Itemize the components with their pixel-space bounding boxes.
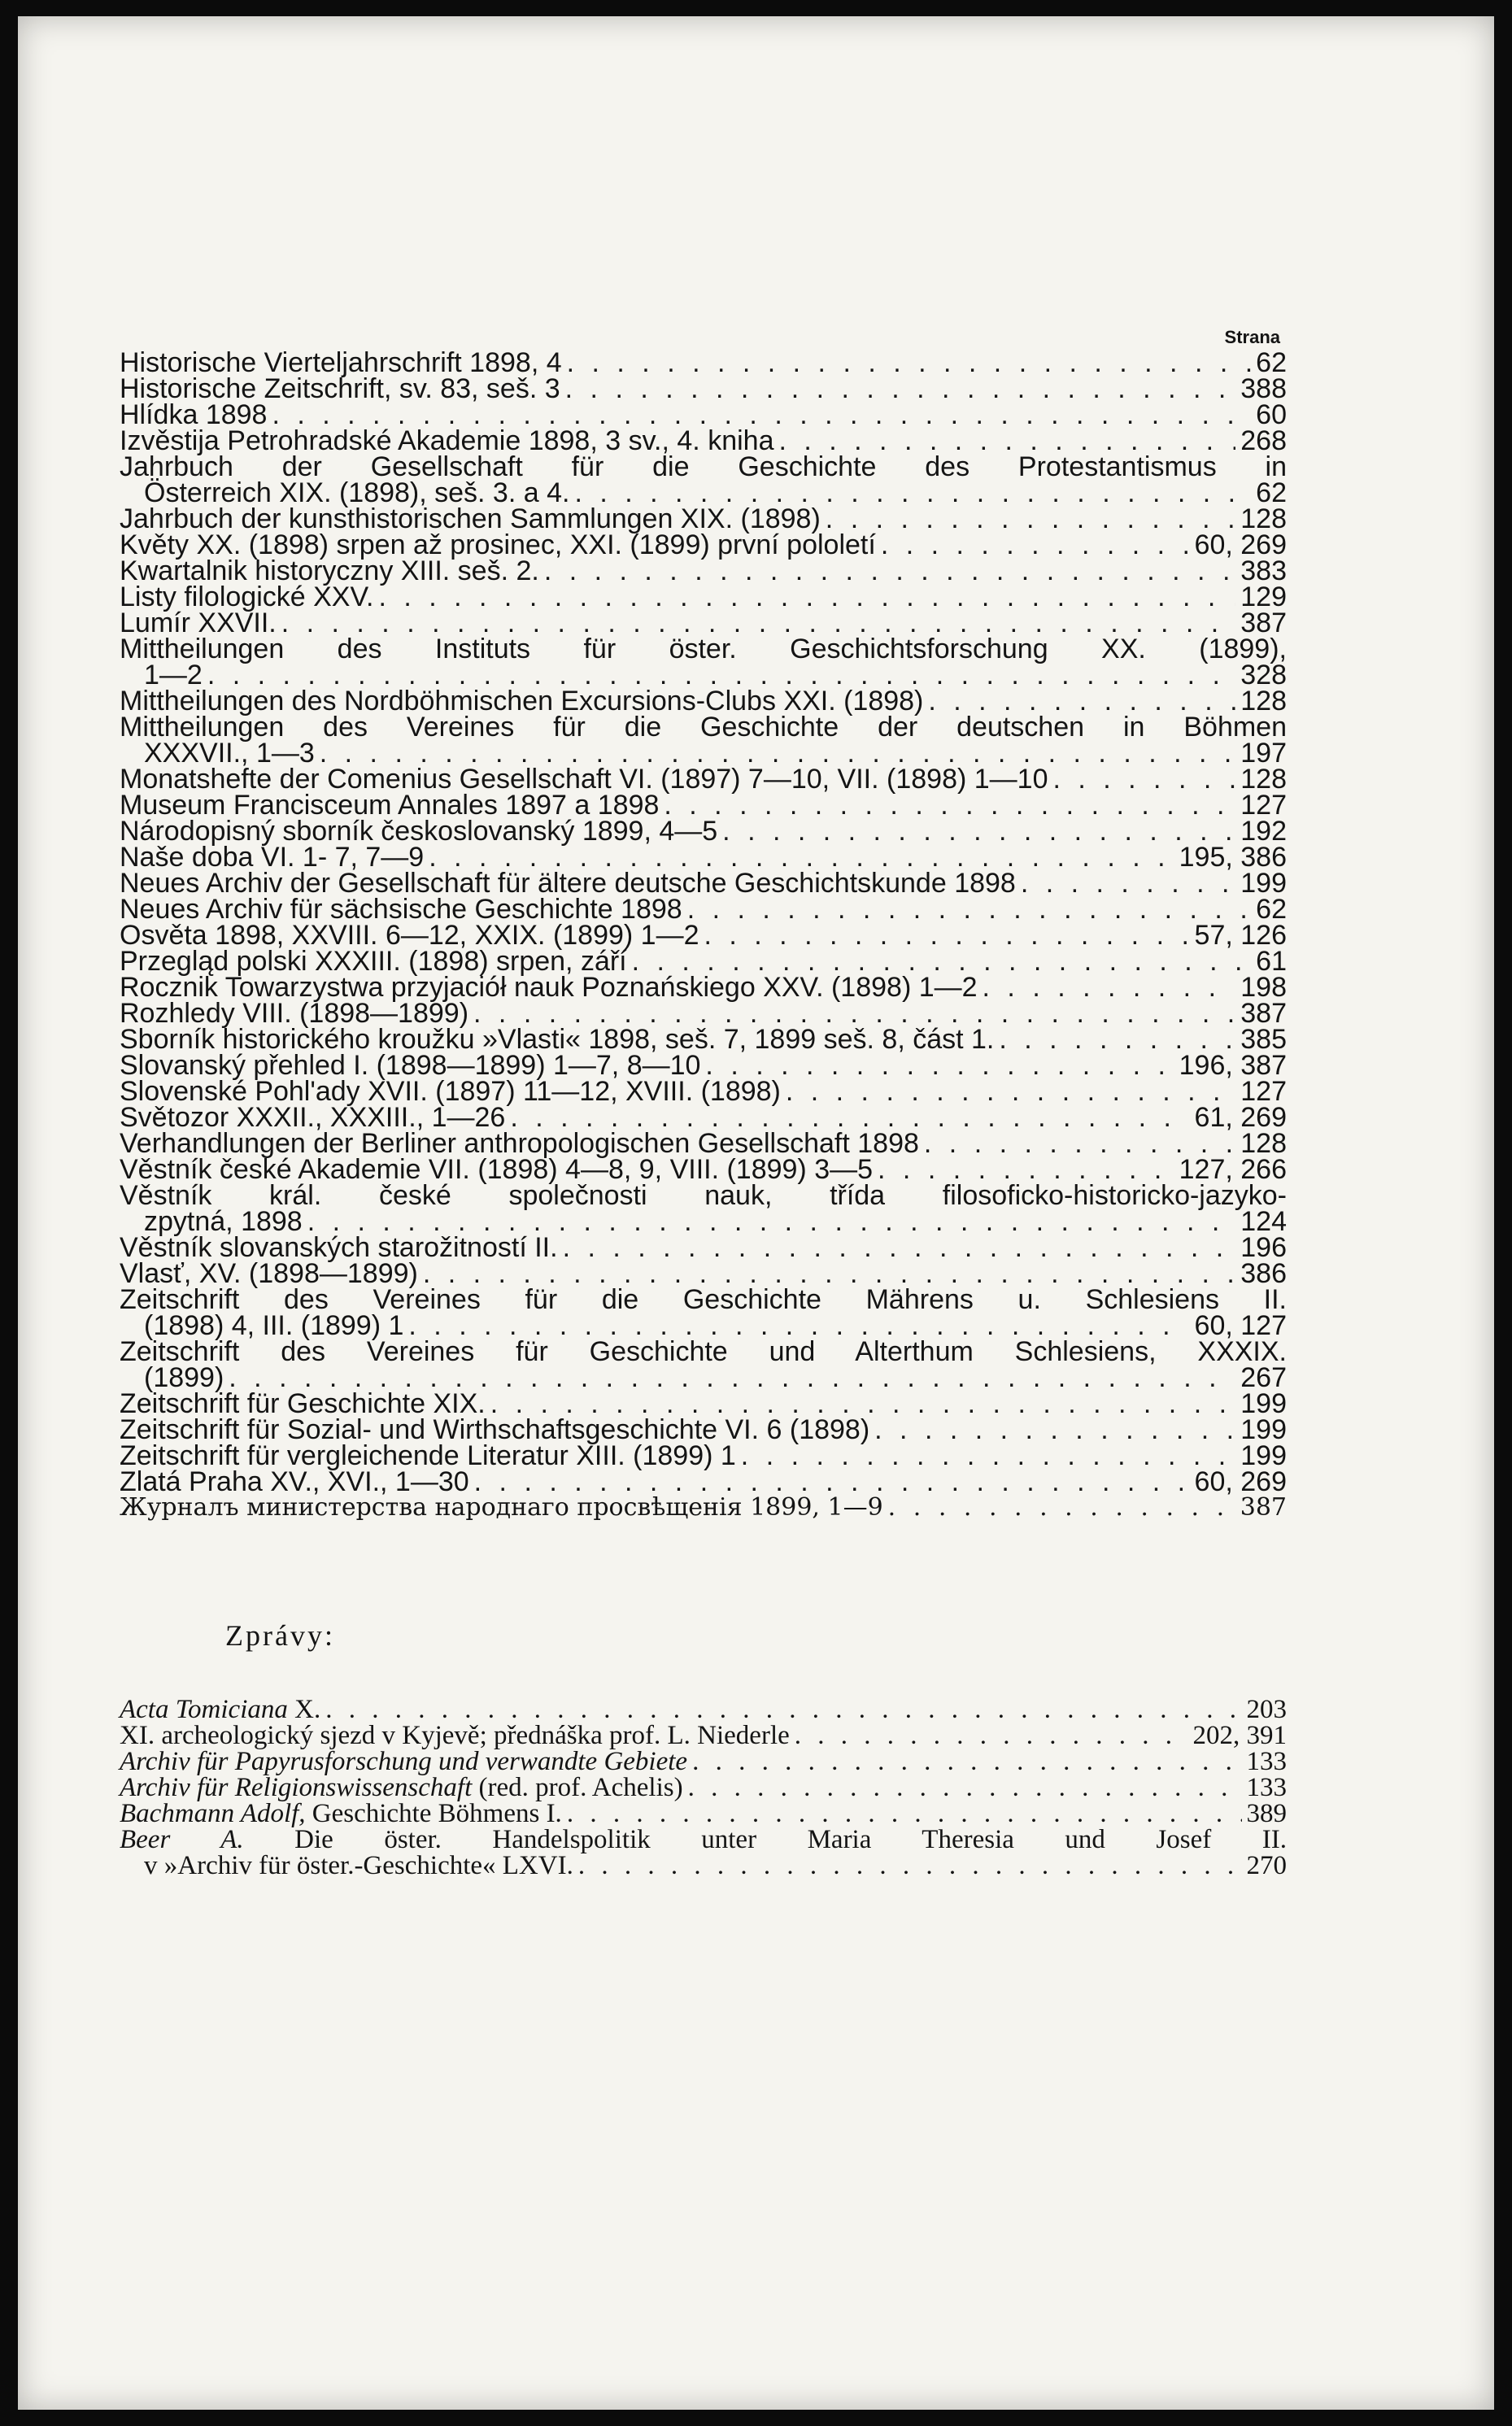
report-text: Geschichte Böhmens I. xyxy=(305,1799,562,1828)
index-entry xyxy=(120,503,1287,534)
entry-title: Zeitschrift für vergleichende Literatur XIII. (1899) 1 xyxy=(120,1440,736,1471)
report-text: (red. prof. Achelis) xyxy=(472,1773,683,1802)
dot-leader xyxy=(272,402,1251,428)
entry-page: 57, 126 xyxy=(1194,920,1287,951)
entry-title: Neues Archiv für sächsische Geschichte 1898 xyxy=(120,894,682,925)
entry-title: Slovenské Pohl'ady XVII. (1897) 11—12, XVIII. (1898) xyxy=(120,1076,781,1107)
report-title xyxy=(120,1749,687,1775)
entry-title: Mittheilungen des Vereines für die Geschichte der deutschen in Böhmen xyxy=(120,712,1287,743)
report-text: X. xyxy=(287,1695,321,1724)
report-entry xyxy=(120,1749,1287,1775)
report-author: Acta Tomiciana xyxy=(120,1695,288,1724)
zpravy-heading: Zprávy: xyxy=(225,1619,335,1652)
report-title xyxy=(120,1825,1287,1854)
entry-title: Hlídka 1898 xyxy=(120,399,268,430)
index-entry xyxy=(120,581,1287,612)
entry-page: 268 xyxy=(1240,425,1287,456)
report-author: Archiv für Religionswissenschaft xyxy=(120,1773,473,1802)
dot-leader xyxy=(325,1696,1241,1723)
entry-page: 197 xyxy=(1240,738,1287,769)
index-entry xyxy=(120,1180,1287,1211)
entry-title: Mittheilungen des Instituts für öster. Geschichtsforschung XX. (1899), xyxy=(120,634,1287,664)
entry-title: Zeitschrift für Sozial- und Wirthschaftsgeschichte VI. 6 (1898) xyxy=(120,1414,870,1445)
dot-leader xyxy=(307,1209,1236,1235)
entry-page: 199 xyxy=(1240,1440,1287,1471)
index-entry xyxy=(120,868,1287,899)
report-entry xyxy=(120,1827,1287,1853)
report-title xyxy=(120,1801,562,1827)
dot-leader xyxy=(474,1469,1190,1495)
index-entry xyxy=(120,451,1287,482)
report-title xyxy=(120,1775,683,1801)
entry-page: 127 xyxy=(1240,1076,1287,1107)
dot-leader xyxy=(826,506,1235,532)
entry-page: 195, 386 xyxy=(1179,842,1287,873)
index-entry xyxy=(120,347,1287,378)
dot-leader xyxy=(692,1749,1241,1775)
entry-title: Lumír XXVII. xyxy=(120,608,277,638)
report-title xyxy=(120,1723,790,1749)
dot-leader xyxy=(664,792,1235,818)
index-entry xyxy=(120,1388,1287,1419)
index-entry xyxy=(120,688,1287,714)
dot-leader xyxy=(878,1156,1174,1183)
index-entry xyxy=(120,1076,1287,1107)
index-entry xyxy=(120,1284,1287,1315)
entry-title: Izvěstija Petrohradské Akademie 1898, 3 sv., 4. kniha xyxy=(120,425,774,456)
entry-page: 192 xyxy=(1240,816,1287,847)
index-entry xyxy=(120,636,1287,662)
index-entry xyxy=(120,1336,1287,1367)
index-entry xyxy=(120,662,1287,688)
entry-title: Naše doba VI. 1- 7, 7—9 xyxy=(120,842,425,873)
entry-title: Sborník historického kroužku »Vlasti« 1898, seš. 7, 1899 seš. 8, část 1. xyxy=(120,1024,995,1055)
dot-leader xyxy=(983,974,1236,1000)
index-entry xyxy=(120,1466,1287,1497)
entry-title: Museum Francisceum Annales 1897 a 1898 xyxy=(120,790,660,821)
entry-page: 128 xyxy=(1240,503,1287,534)
index-entry xyxy=(120,610,1287,636)
entry-title: Kwartalnik historyczny XIII. seš. 2. xyxy=(120,555,539,586)
index-entry xyxy=(120,1232,1287,1263)
dot-leader xyxy=(429,844,1174,870)
entry-title: Mittheilungen des Nordböhmischen Excursions-Clubs XXI. (1898) xyxy=(120,686,924,716)
entry-page: 196, 387 xyxy=(1179,1050,1287,1081)
report-page: 133 xyxy=(1246,1773,1287,1802)
dot-leader xyxy=(281,610,1236,636)
index-entry xyxy=(120,842,1287,873)
entry-title: Jahrbuch der kunsthistorischen Sammlungen XIX. (1898) xyxy=(120,503,821,534)
dot-leader xyxy=(490,1391,1236,1417)
report-entry xyxy=(120,1801,1287,1827)
entry-title: Historische Vierteljahrschrift 1898, 4 xyxy=(120,347,562,378)
dot-leader xyxy=(888,1495,1235,1521)
report-author: Archiv für Papyrusforschung und verwandte Gebiete xyxy=(120,1747,688,1776)
dot-leader xyxy=(928,688,1235,714)
entry-title: Slovanský přehled I. (1898—1899) 1—7, 8—10 xyxy=(120,1050,701,1081)
index-entry xyxy=(120,816,1287,847)
periodicals-list xyxy=(120,347,1287,1522)
index-entry xyxy=(120,425,1287,456)
dot-leader xyxy=(722,818,1235,844)
entry-title: Národopisný sborník českoslovanský 1899, 4—5 xyxy=(120,816,718,847)
entry-title: 1—2 xyxy=(144,660,203,690)
entry-page: 383 xyxy=(1240,555,1287,586)
dot-leader xyxy=(574,480,1251,506)
report-page: 203 xyxy=(1246,1695,1287,1724)
index-entry xyxy=(120,1362,1287,1393)
entry-title: Monatshefte der Comenius Gesellschaft VI. (1897) 7—10, VII. (1898) 1—10 xyxy=(120,764,1048,795)
index-entry xyxy=(120,894,1287,925)
dot-leader xyxy=(567,1801,1242,1827)
document-page xyxy=(18,16,1494,2410)
entry-title: Zeitschrift des Vereines für Geschichte und Alterthum Schlesiens, XXXIX. xyxy=(120,1336,1287,1367)
dot-leader xyxy=(881,532,1190,558)
dot-leader xyxy=(786,1078,1235,1104)
entry-title: Verhandlungen der Berliner anthropologischen Gesellschaft 1898 xyxy=(120,1128,919,1159)
entry-page: 199 xyxy=(1240,1388,1287,1419)
index-entry xyxy=(120,1102,1287,1133)
dot-leader xyxy=(565,376,1236,402)
entry-page: 198 xyxy=(1240,972,1287,1003)
entry-title: Österreich XIX. (1898), seš. 3. a 4. xyxy=(144,477,570,508)
entry-page: 386 xyxy=(1240,1258,1287,1289)
entry-page: 388 xyxy=(1240,373,1287,404)
dot-leader xyxy=(705,1052,1174,1078)
entry-page: 61 xyxy=(1256,946,1287,977)
entry-page: 328 xyxy=(1240,660,1287,690)
dot-leader xyxy=(473,1000,1235,1026)
entry-title: (1898) 4, III. (1899) 1 xyxy=(144,1310,404,1341)
entry-page: 60, 127 xyxy=(1194,1310,1287,1341)
entry-page: 128 xyxy=(1240,686,1287,716)
report-text: Die öster. Handelspolitik unter Maria Theresia und Josef II. xyxy=(243,1825,1288,1854)
dot-leader xyxy=(207,662,1235,688)
entry-title: Rozhledy VIII. (1898—1899) xyxy=(120,998,469,1029)
entry-page: 128 xyxy=(1240,764,1287,795)
dot-leader xyxy=(874,1417,1235,1443)
entry-title: Журналъ министерства народнаго просвѣщенія 1899, 1—9 xyxy=(120,1493,883,1522)
entry-title: XXXVII., 1—3 xyxy=(144,738,315,769)
entry-page: 267 xyxy=(1240,1362,1287,1393)
entry-page: 128 xyxy=(1240,1128,1287,1159)
index-entry xyxy=(120,764,1287,795)
index-entry xyxy=(120,712,1287,743)
report-entry xyxy=(120,1775,1287,1801)
index-entry xyxy=(120,1440,1287,1471)
index-entry xyxy=(120,946,1287,977)
entry-page: 127, 266 xyxy=(1179,1154,1287,1185)
entry-title: Neues Archiv der Gesellschaft für ältere deutsche Geschichtskunde 1898 xyxy=(120,868,1016,899)
report-page: 389 xyxy=(1246,1799,1287,1828)
entry-title: Světozor XXXII., XXXIII., 1—26 xyxy=(120,1102,506,1133)
index-entry xyxy=(120,1495,1287,1521)
entry-page: 62 xyxy=(1256,894,1287,925)
dot-leader xyxy=(632,948,1252,974)
index-entry xyxy=(120,998,1287,1029)
entry-title: Vlasť, XV. (1898—1899) xyxy=(120,1258,418,1289)
dot-leader xyxy=(320,740,1236,766)
dot-leader xyxy=(704,922,1190,948)
entry-title: Rocznik Towarzystwa przyjaciół nauk Poznańskiego XXV. (1898) 1—2 xyxy=(120,972,978,1003)
dot-leader xyxy=(423,1261,1235,1287)
index-entry xyxy=(120,738,1287,769)
entry-page: 199 xyxy=(1240,1414,1287,1445)
dot-leader xyxy=(378,584,1235,610)
index-entry xyxy=(120,529,1287,560)
index-entry xyxy=(120,1310,1287,1341)
report-author: Bachmann Adolf, xyxy=(120,1799,306,1828)
dot-leader xyxy=(563,1235,1236,1261)
dot-leader xyxy=(1021,870,1235,896)
entry-title: Zeitschrift für Geschichte XIX. xyxy=(120,1388,486,1419)
dot-leader xyxy=(567,350,1252,376)
index-content xyxy=(120,325,1287,1879)
report-page: 133 xyxy=(1246,1747,1287,1776)
report-title xyxy=(144,1853,573,1879)
entry-page: 387 xyxy=(1240,608,1287,638)
index-entry xyxy=(120,373,1287,404)
entry-title: Listy filologické XXV. xyxy=(120,581,374,612)
report-entry xyxy=(120,1853,1287,1879)
entry-title: Zlatá Praha XV., XVI., 1—30 xyxy=(120,1466,469,1497)
dot-leader xyxy=(778,428,1235,454)
dot-leader xyxy=(999,1026,1235,1052)
index-entry xyxy=(120,1156,1287,1183)
entry-page: 387 xyxy=(1240,1493,1287,1522)
entry-page: 127 xyxy=(1240,790,1287,821)
entry-page: 124 xyxy=(1240,1206,1287,1237)
entry-page: 62 xyxy=(1256,347,1287,378)
report-author: Beer A. xyxy=(120,1825,244,1854)
index-entry xyxy=(120,555,1287,586)
entry-title: Historische Zeitschrift, sv. 83, seš. 3 xyxy=(120,373,560,404)
report-page: 202, 391 xyxy=(1192,1721,1287,1750)
report-title xyxy=(120,1696,320,1723)
entry-title: Věstník král. české společnosti nauk, třída filosoficko-historicko-jazyko- xyxy=(120,1180,1287,1211)
entry-page: 385 xyxy=(1240,1024,1287,1055)
index-entry xyxy=(120,972,1287,1003)
dot-leader xyxy=(688,1775,1242,1801)
entry-title: Květy XX. (1898) srpen až prosinec, XXI. (1899) první pololetí xyxy=(120,529,876,560)
entry-title: (1899) xyxy=(144,1362,224,1393)
dot-leader xyxy=(741,1443,1235,1469)
entry-page: 62 xyxy=(1256,477,1287,508)
page-column-header: Strana xyxy=(1224,327,1280,347)
index-entry xyxy=(120,399,1287,430)
dot-leader xyxy=(578,1853,1242,1879)
index-entry xyxy=(120,1258,1287,1289)
dot-leader xyxy=(510,1104,1189,1130)
entry-page: 61, 269 xyxy=(1194,1102,1287,1133)
dot-leader xyxy=(795,1723,1188,1749)
dot-leader xyxy=(544,558,1235,584)
dot-leader xyxy=(408,1313,1189,1339)
report-entry xyxy=(120,1696,1287,1723)
index-entry xyxy=(120,477,1287,508)
dot-leader xyxy=(924,1130,1235,1156)
report-text: XI. archeologický sjezd v Kyjevě; přednáška prof. L. Niederle xyxy=(120,1721,790,1750)
entry-page: 387 xyxy=(1240,998,1287,1029)
entry-page: 196 xyxy=(1240,1232,1287,1263)
entry-title: zpytná, 1898 xyxy=(144,1206,303,1237)
report-text: v »Archiv für öster.-Geschichte« LXVI. xyxy=(144,1851,573,1880)
entry-page: 60, 269 xyxy=(1194,529,1287,560)
dot-leader xyxy=(687,896,1251,922)
index-entry xyxy=(120,1050,1287,1081)
index-entry xyxy=(120,1024,1287,1055)
entry-title: Osvěta 1898, XXVIII. 6—12, XXIX. (1899) 1—2 xyxy=(120,920,699,951)
index-entry xyxy=(120,1414,1287,1445)
entry-title: Věstník slovanských starožitností II. xyxy=(120,1232,558,1263)
entry-page: 199 xyxy=(1240,868,1287,899)
entry-title: Věstník české Akademie VII. (1898) 4—8, 9, VIII. (1899) 3—5 xyxy=(120,1154,874,1185)
dot-leader xyxy=(1052,766,1235,792)
entry-title: Zeitschrift des Vereines für die Geschichte Mährens u. Schlesiens II. xyxy=(120,1284,1287,1315)
report-page: 270 xyxy=(1246,1851,1287,1880)
entry-page: 60, 269 xyxy=(1194,1466,1287,1497)
report-entry xyxy=(120,1723,1287,1749)
index-entry xyxy=(120,790,1287,821)
entry-page: 60 xyxy=(1256,399,1287,430)
index-entry xyxy=(120,1128,1287,1159)
zpravy-list xyxy=(120,1696,1287,1879)
entry-title: Jahrbuch der Gesellschaft für die Geschichte des Protestantismus in xyxy=(120,451,1287,482)
entry-title: Przegląd polski XXXIII. (1898) srpen, září xyxy=(120,946,627,977)
index-entry xyxy=(120,1206,1287,1237)
dot-leader xyxy=(229,1365,1235,1391)
index-entry xyxy=(120,920,1287,951)
entry-page: 129 xyxy=(1240,581,1287,612)
